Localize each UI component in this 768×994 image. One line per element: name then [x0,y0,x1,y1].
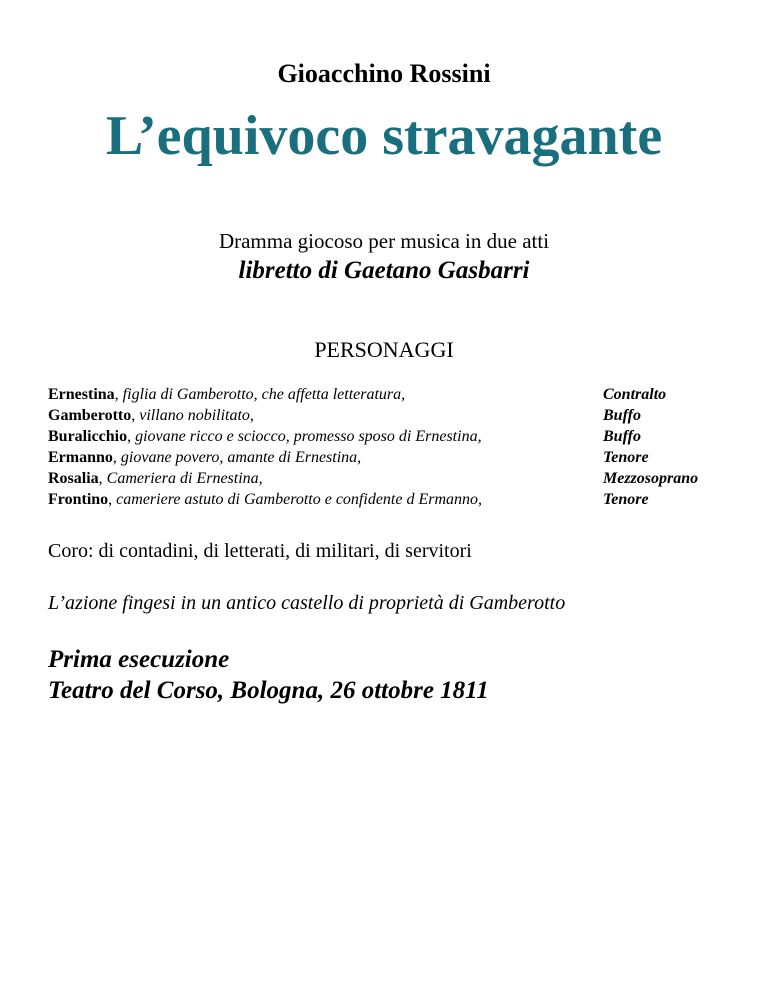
character-name: Rosalia [48,470,99,487]
librettist-line: libretto di Gaetano Gasbarri [238,257,530,284]
personaggi-heading: PERSONAGGI [314,337,454,362]
character-description: giovane povero, amante di Ernestina, [120,449,362,466]
voice-type: Tenore [603,449,649,466]
character-description: giovane ricco e sciocco, promesso sposo di Ernestina, [135,428,482,445]
cast-list [48,384,738,510]
composer-name: Gioacchino Rossini [277,59,491,88]
voice-type: Buffo [603,407,641,424]
character-name: Gamberotto [48,407,132,424]
separator: , [131,407,140,424]
opera-genre-subtitle: Dramma giocoso per musica in due atti [218,229,550,253]
premiere-heading: Prima esecuzione [48,646,230,673]
character-description: cameriere astuto di Gamberotto e confidente d Ermanno, [116,491,483,508]
chorus-line: Coro: di contadini, di letterati, di militari, di servitori [48,540,472,562]
setting-line: L’azione fingesi in un antico castello di proprietà di Gamberotto [48,592,566,614]
character-name: Ermanno [48,449,113,466]
separator: , [127,428,136,445]
separator: , [98,470,107,487]
separator: , [112,449,121,466]
cast-row-buralicchio [48,426,738,447]
voice-type: Contralto [603,386,667,403]
character-name: Ernestina [48,386,115,403]
premiere-info [48,644,489,706]
voice-type: Tenore [603,491,649,508]
voice-type: Buffo [603,428,641,445]
cast-row-gamberotto [48,405,738,426]
character-description: villano nobilitato, [139,407,254,424]
cast-row-ernestina [48,384,738,405]
separator: , [108,491,117,508]
character-description: figlia di Gamberotto, che affetta letteratura, [122,386,406,403]
cast-row-frontino [48,489,738,510]
character-name: Frontino [48,491,109,508]
voice-type: Mezzosoprano [603,470,699,487]
premiere-venue-date: Teatro del Corso, Bologna, 26 ottobre 1811 [48,677,489,704]
separator: , [114,386,123,403]
opera-title: L’equivoco stravagante [105,105,663,167]
character-name: Buralicchio [48,428,128,445]
cast-row-rosalia [48,468,738,489]
character-description: Cameriera di Ernestina, [106,470,263,487]
cast-row-ermanno [48,447,738,468]
